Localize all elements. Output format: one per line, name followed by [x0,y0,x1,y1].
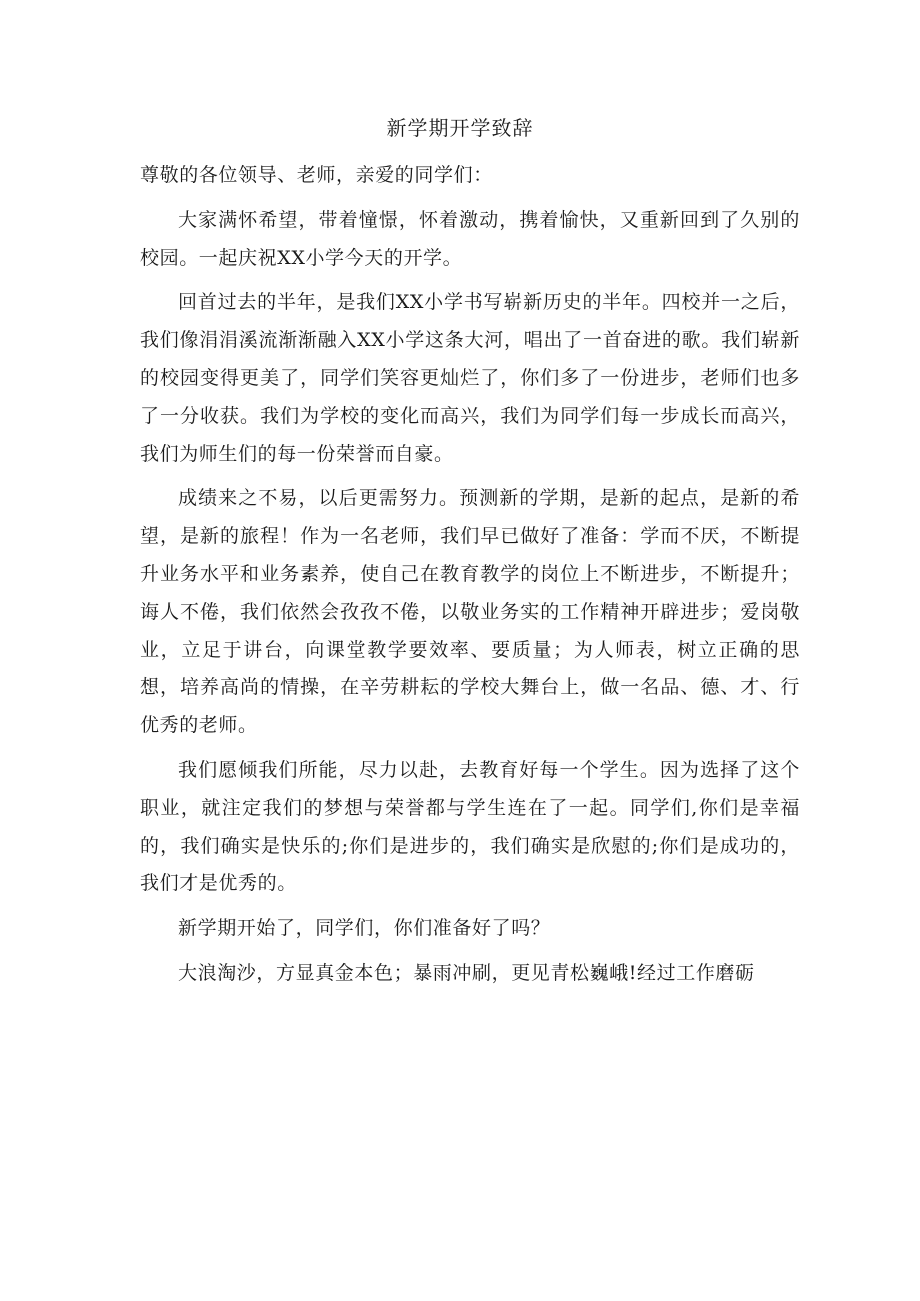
paragraph-5: 新学期开始了，同学们，你们准备好了吗？ [178,917,551,940]
document-title: 新学期开学致辞 [386,116,534,140]
paragraph-2: 回首过去的半年，是我们XX小学书写崭新历史的半年。四校并一之后，我们像涓涓溪流渐渐融入XX小学这条大河，唱出了一首奋进的歌。我们崭新的校园变得更美了，同学们笑容更灿烂了，你们多了一份进步，老师们也多了一分收获。我们为学校的变化而高兴，我们为同学们每一步成长而高兴，我们为师生们的每一份荣誉而自豪。 [140,291,800,465]
greeting-line: 尊敬的各位领导、老师，亲爱的同学们： [140,164,493,186]
paragraph-4: 我们愿倾我们所能，尽力以赴，去教育好每一个学生。因为选择了这个职业，就注定我们的梦想与荣誉都与学生连在了一起。同学们,你们是幸福的，我们确实是快乐的;你们是进步的，我们确实是欣慰的;你们是成功的，我们才是优秀的。 [140,758,800,895]
paragraph-6: 大浪淘沙，方显真金本色；暴雨冲刷，更见青松巍峨!经过工作磨砺 [178,961,755,984]
paragraph-3: 成绩来之不易，以后更需努力。预测新的学期，是新的起点，是新的希望，是新的旅程！作为一名老师，我们早已做好了准备：学而不厌，不断提升业务水平和业务素养，使自己在教育教学的岗位上不断进步，不断提升；诲人不倦，我们依然会孜孜不倦，以敬业务实的工作精神开辟进步；爱岗敬业，立足于讲台，向课堂教学要效率、要质量；为人师表，树立正确的思想，培养高尚的情操，在辛劳耕耘的学校大舞台上，做一名品、德、才、行优秀的老师。 [140,487,800,737]
paragraph-1: 大家满怀希望，带着憧憬，怀着激动，携着愉快，又重新回到了久别的校园。一起庆祝XX小学今天的开学。 [140,208,800,269]
document-body [140,157,800,1000]
